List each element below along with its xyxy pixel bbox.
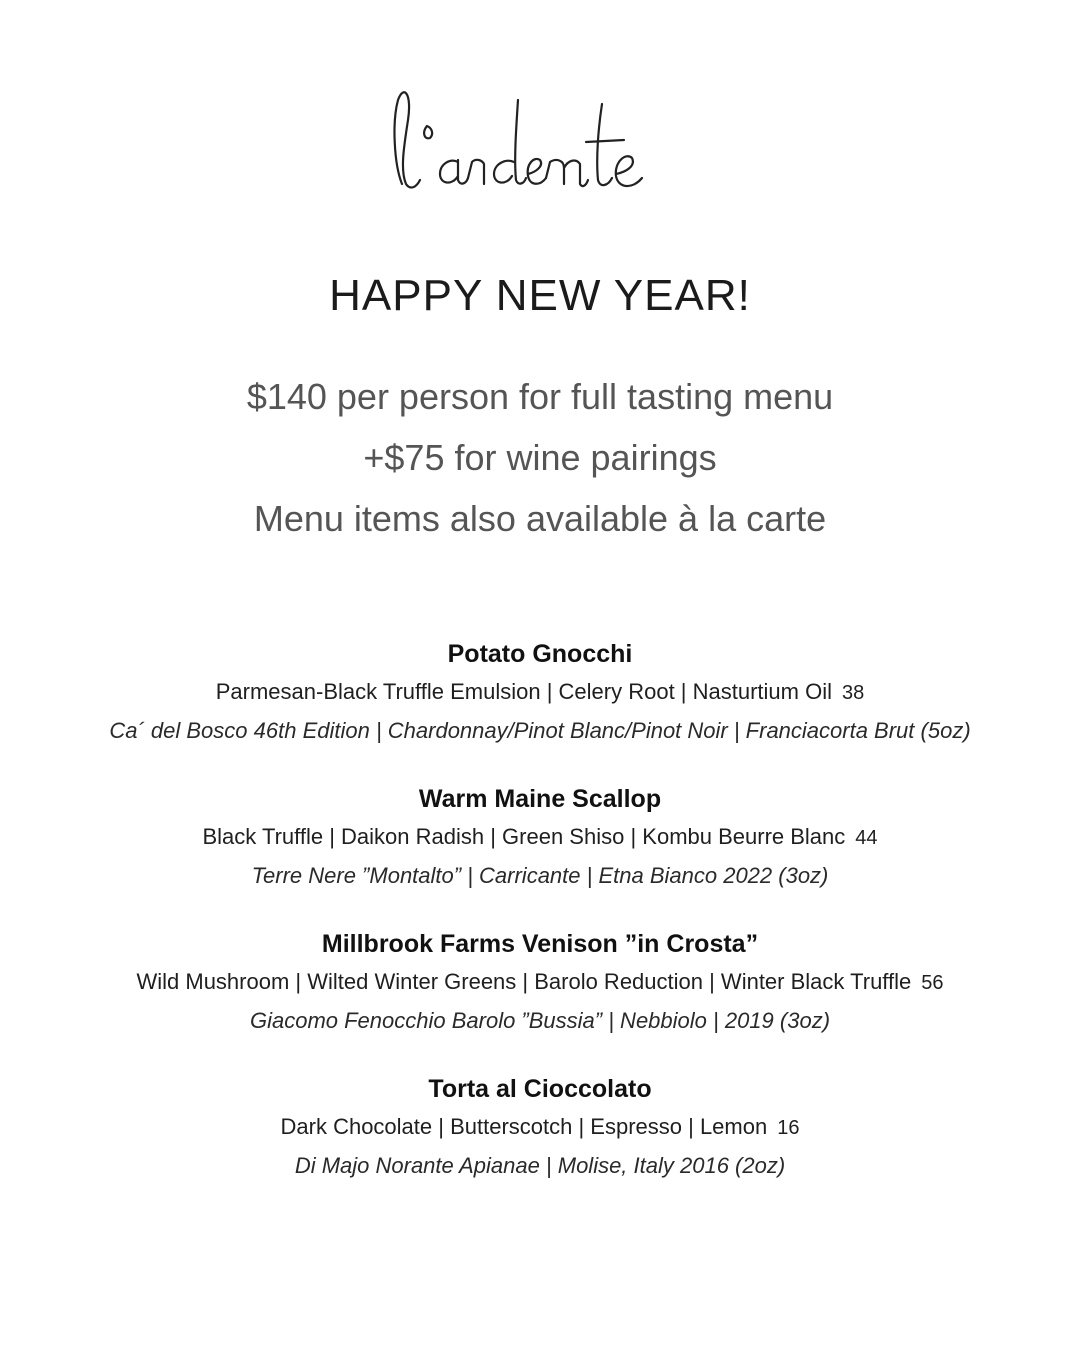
course-description-text: Wild Mushroom | Wilted Winter Greens | Barolo Reduction | Winter Black Truffle: [136, 969, 912, 994]
course-item: [0, 781, 1080, 926]
course-price: 44: [855, 827, 878, 849]
course-item: [0, 926, 1080, 1071]
course-list: [0, 636, 1080, 1216]
course-description-text: Dark Chocolate | Butterscotch | Espresso | Lemon: [280, 1114, 768, 1139]
course-price: 56: [921, 972, 944, 994]
course-title: Torta al Cioccolato: [428, 1075, 652, 1103]
course-title: Potato Gnocchi: [447, 640, 633, 668]
pricing-info: [0, 366, 1080, 549]
logo-script-wordmark: [380, 80, 700, 200]
course-description: [0, 817, 1080, 857]
course-wine-pairing: Ca´ del Bosco 46th Edition | Chardonnay/Pinot Blanc/Pinot Noir | Franciacorta Brut (5oz): [109, 718, 971, 743]
course-description: [0, 672, 1080, 712]
course-item: [0, 636, 1080, 781]
course-title: Millbrook Farms Venison ”in Crosta”: [321, 930, 759, 958]
course-price: 38: [841, 682, 865, 704]
course-item: [0, 1071, 1080, 1216]
pricing-line-wine-pairing: +$75 for wine pairings: [363, 437, 717, 478]
pricing-line-a-la-carte: Menu items also available à la carte: [253, 498, 827, 539]
course-wine-pairing: Di Majo Norante Apianae | Molise, Italy 2016 (2oz): [294, 1153, 786, 1178]
course-description-text: Parmesan-Black Truffle Emulsion | Celery Root | Nasturtium Oil: [215, 679, 832, 704]
course-description: [0, 962, 1080, 1002]
pricing-line-tasting: $140 per person for full tasting menu: [246, 376, 834, 417]
course-title: Warm Maine Scallop: [418, 785, 662, 813]
restaurant-logo: [380, 80, 700, 200]
course-wine-pairing: Giacomo Fenocchio Barolo ”Bussia” | Nebbiolo | 2019 (3oz): [249, 1008, 831, 1033]
course-wine-pairing: Terre Nere ”Montalto” | Carricante | Etna Bianco 2022 (3oz): [251, 863, 829, 888]
course-price: 16: [777, 1117, 800, 1139]
course-description-text: Black Truffle | Daikon Radish | Green Shiso | Kombu Beurre Blanc: [202, 824, 846, 849]
headline: HAPPY NEW YEAR!: [329, 271, 751, 320]
course-description: [0, 1107, 1080, 1147]
